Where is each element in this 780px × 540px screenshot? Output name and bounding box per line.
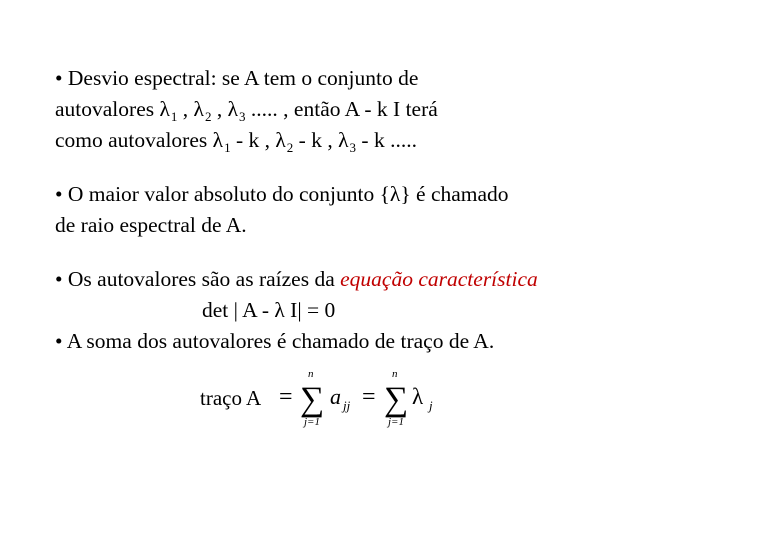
subscript: 2 <box>204 109 212 124</box>
lambda-symbol: λ <box>275 128 286 152</box>
subscript: 3 <box>349 140 357 155</box>
text-segment: - k , <box>293 128 339 152</box>
determinant-equation: det | A - λ I| = 0 <box>202 298 336 322</box>
trace-lhs: traço A <box>200 386 262 410</box>
text-segment: , <box>211 97 228 121</box>
lambda-symbol: λ <box>159 97 170 121</box>
lambda-symbol: λ <box>212 128 224 152</box>
subscript: 2 <box>286 140 294 155</box>
equals-sign: = <box>362 384 376 410</box>
summation-symbol: ∑ <box>300 381 325 418</box>
subscript: 1 <box>224 140 231 155</box>
matrix-element: a <box>330 384 341 409</box>
subscript: 3 <box>239 109 246 124</box>
text-segment: - k , <box>230 128 276 152</box>
sum-lower-limit: j=1 <box>388 416 404 428</box>
text-segment: - k ..... <box>356 128 417 152</box>
subscript: 1 <box>170 109 178 124</box>
text-segment: como autovalores <box>55 128 213 152</box>
bullet-spectral-shift-text: • Desvio espectral: se A tem o conjunto de <box>55 66 419 90</box>
lambda-subscript: j <box>429 398 433 413</box>
bullet-spectral-radius-text-cont: de raio espectral de A. <box>55 213 247 237</box>
bullet-trace-text: • A soma dos autovalores é chamado de traço de A. <box>55 329 495 353</box>
text-segment: autovalores <box>55 97 160 121</box>
summation-symbol: ∑ <box>384 381 409 418</box>
text-segment: ..... , então A - k I terá <box>245 97 438 121</box>
matrix-element-subscript: jj <box>343 398 351 413</box>
bullet-spectral-radius-text: • O maior valor absoluto do conjunto {λ} é chamado <box>55 182 509 206</box>
sum-lower-limit: j=1 <box>304 416 320 428</box>
lambda-symbol: λ <box>338 128 349 152</box>
lambda-symbol: λ <box>412 384 424 409</box>
lambda-symbol: λ <box>227 97 239 121</box>
sum-upper-limit: n <box>308 368 314 380</box>
sum-upper-limit: n <box>392 368 398 380</box>
bullet-characteristic-text: • Os autovalores são as raízes da <box>55 267 341 291</box>
characteristic-equation-emphasis: equação característica <box>340 267 538 291</box>
equals-sign: = <box>279 384 293 410</box>
text-segment: , <box>177 97 194 121</box>
lambda-symbol: λ <box>193 97 204 121</box>
